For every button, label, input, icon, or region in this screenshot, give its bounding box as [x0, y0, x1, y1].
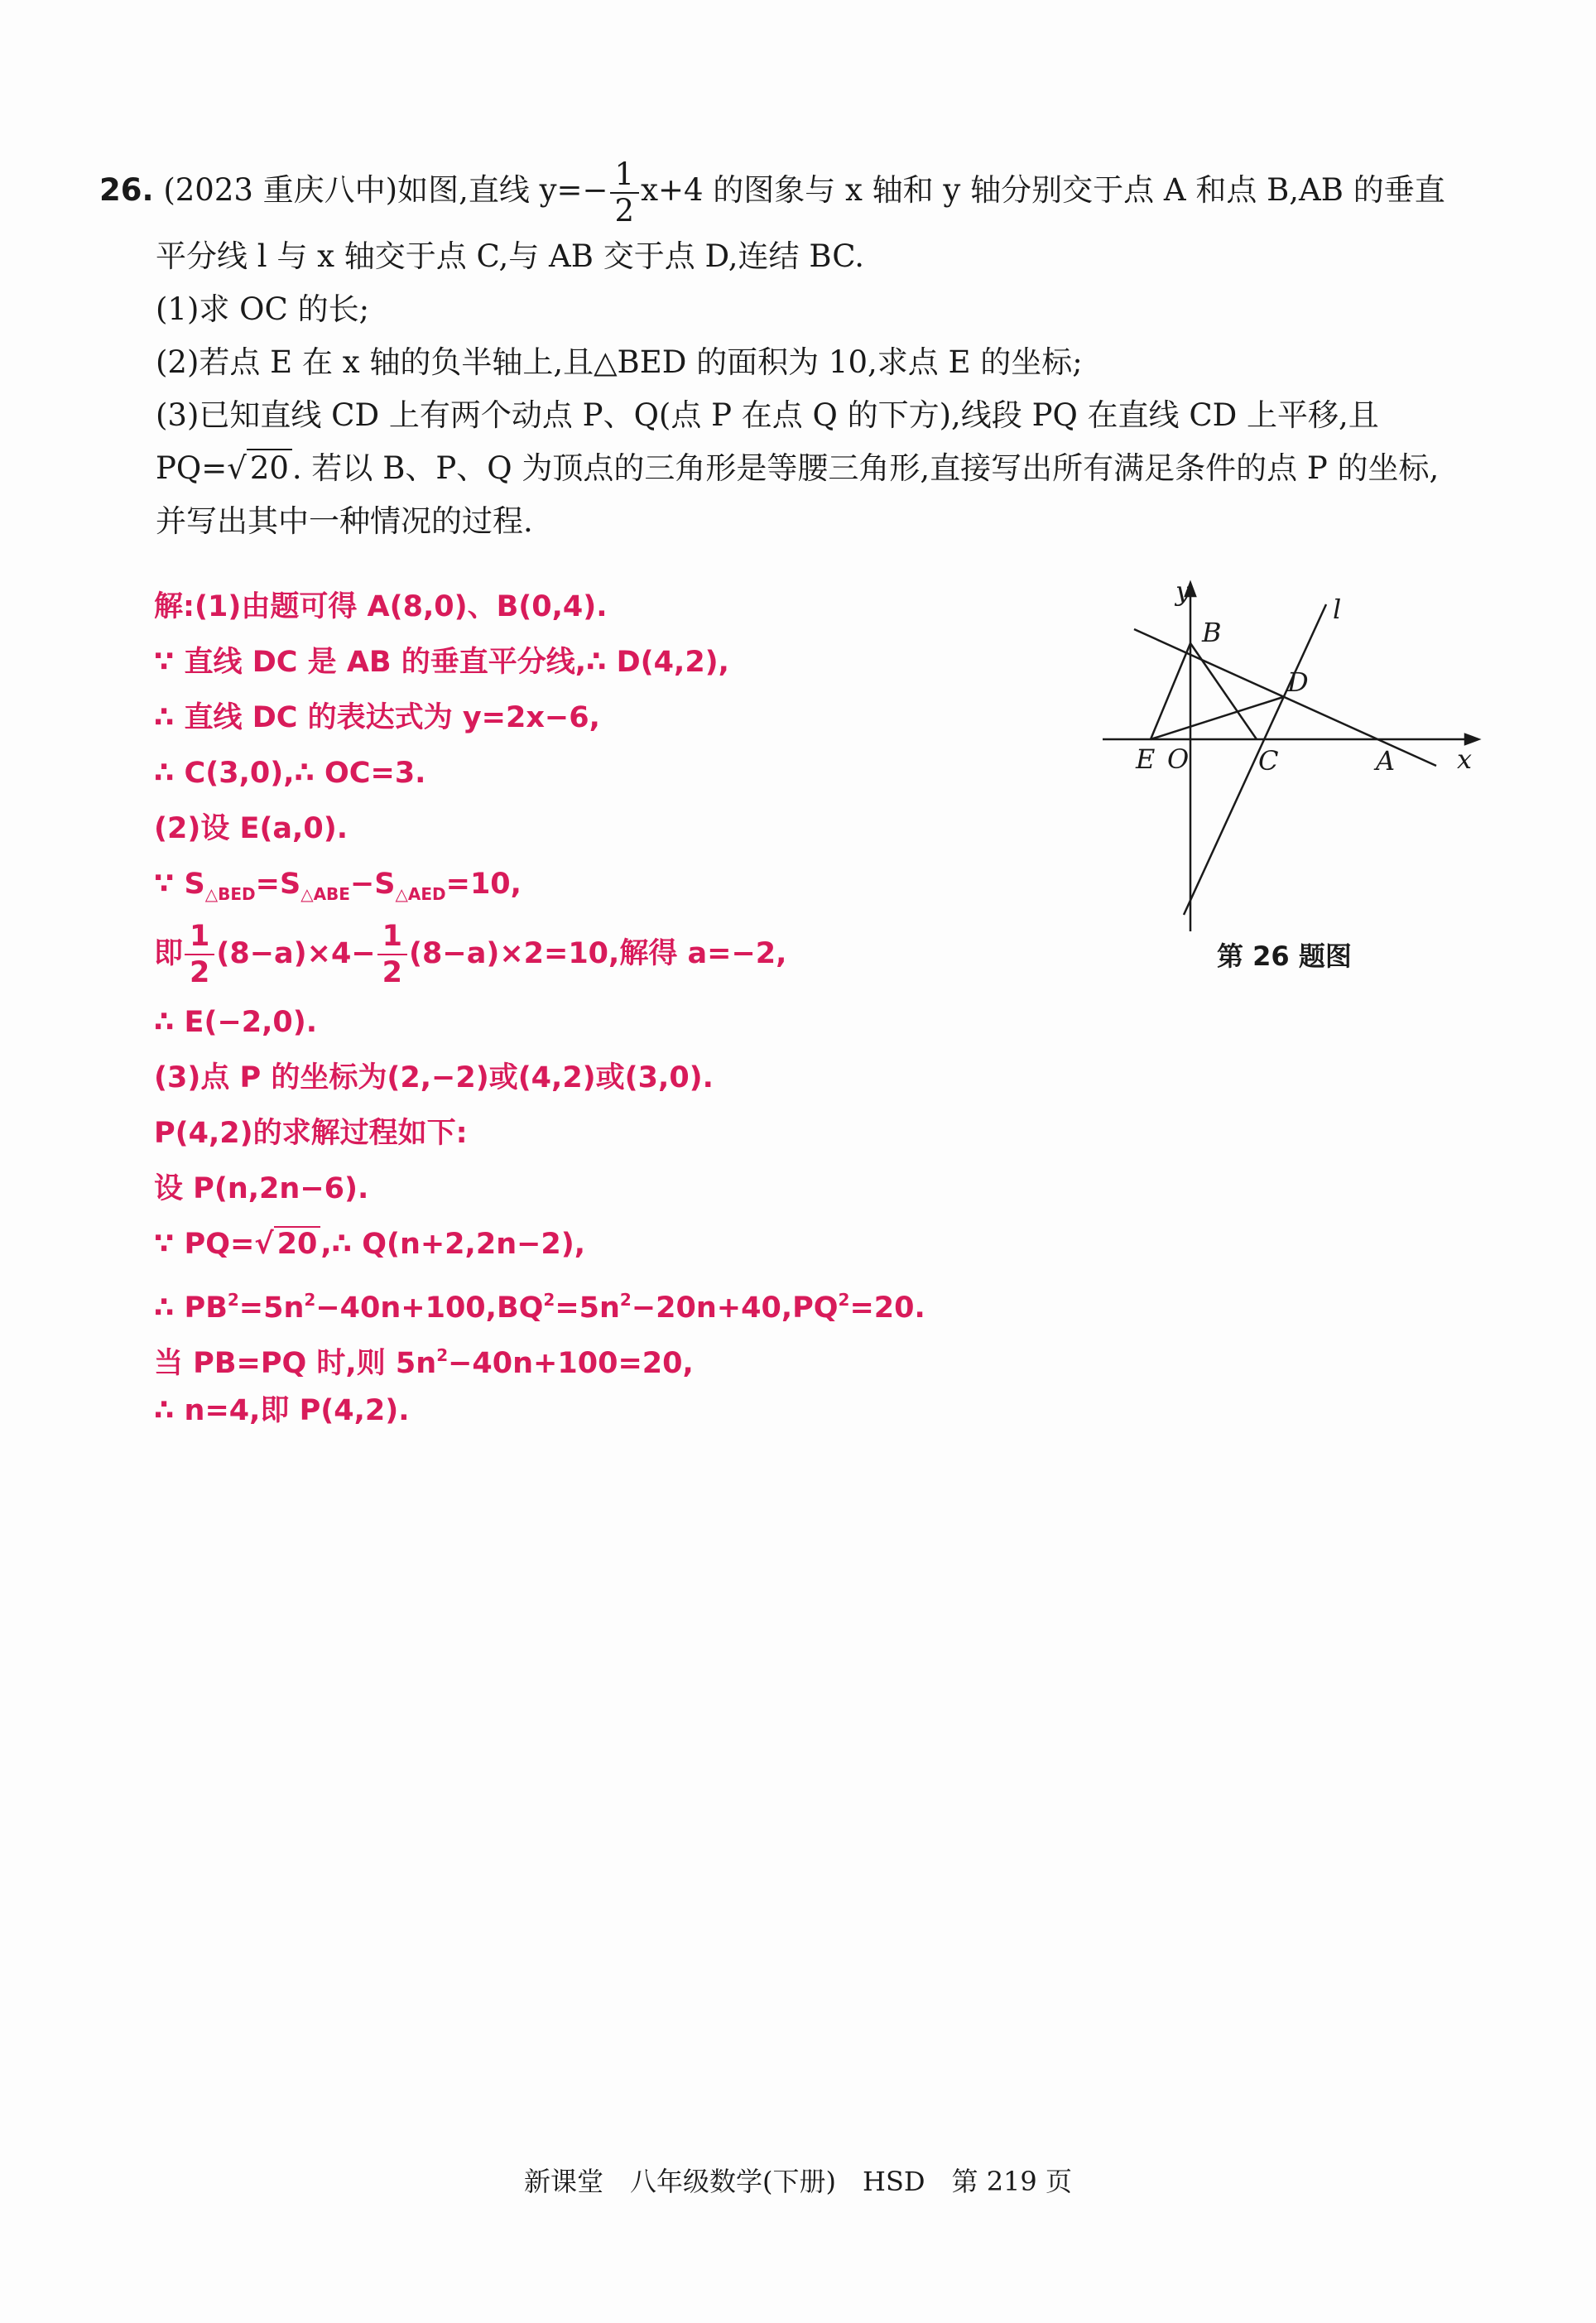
- solution-line: 解:(1)由题可得 A(8,0)、B(0,4).: [154, 590, 608, 623]
- solution: [154, 580, 1197, 1439]
- solution-text: ∵ PQ=: [154, 1228, 255, 1261]
- fraction: [377, 919, 407, 990]
- superscript: 2: [619, 1290, 632, 1310]
- superscript: 2: [436, 1345, 449, 1365]
- segment-BC: [1190, 643, 1257, 739]
- solution-line: ∴ E(−2,0).: [154, 1006, 318, 1039]
- label-D: D: [1287, 666, 1309, 698]
- label-E: E: [1136, 743, 1156, 775]
- fraction-numerator: 1: [377, 919, 407, 955]
- solution-line: ∴ n=4,即 P(4,2).: [154, 1394, 410, 1427]
- solution-line: [154, 1272, 1197, 1328]
- problem-line-1: [99, 149, 1490, 232]
- problem-statement: [99, 149, 1490, 550]
- superscript: 2: [543, 1290, 555, 1310]
- solution-line: [154, 857, 1197, 912]
- solution-text: =S: [255, 868, 301, 901]
- fraction-numerator: 1: [610, 157, 640, 194]
- subscript: △BED: [204, 884, 256, 904]
- solution-text: −40n+100=20,: [448, 1347, 694, 1380]
- label-y: y: [1175, 575, 1191, 607]
- solution-line: [154, 1217, 1197, 1272]
- sqrt-radicand: 20: [247, 449, 292, 486]
- label-O: O: [1167, 743, 1190, 775]
- question-3-line-3: 并写出其中一种情况的过程.: [156, 503, 533, 539]
- solution-line: ∴ 直线 DC 的表达式为 y=2x−6,: [154, 701, 600, 734]
- superscript: 2: [304, 1290, 316, 1310]
- segment-BE: [1151, 643, 1190, 739]
- fraction-denominator: 2: [382, 956, 403, 989]
- sqrt-radicand: 20: [274, 1226, 321, 1261]
- question-3-line-2: [99, 444, 1490, 497]
- question-2: (2)若点 E 在 x 轴的负半轴上,且△BED 的面积为 10,求点 E 的坐标;: [156, 344, 1083, 380]
- footer-edition: HSD: [863, 2166, 925, 2197]
- solution-text: =20.: [849, 1291, 925, 1325]
- label-C: C: [1258, 745, 1279, 777]
- solution-line: P(4,2)的求解过程如下:: [154, 1117, 468, 1150]
- segment-ED: [1151, 697, 1283, 739]
- solution-text: =10,: [445, 868, 522, 901]
- solution-text: =5n: [238, 1291, 305, 1325]
- fraction-numerator: 1: [185, 919, 214, 955]
- solution-line: [154, 912, 1197, 995]
- solution-text: (8−a)×2=10,解得 a=−2,: [409, 937, 787, 970]
- solution-line: ∵ 直线 DC 是 AB 的垂直平分线,∴ D(4,2),: [154, 646, 729, 679]
- figure-caption: 第 26 题图: [1217, 940, 1352, 972]
- solution-text: ∵ S: [154, 868, 205, 901]
- problem-text: PQ=: [156, 450, 228, 486]
- problem-text: . 若以 B、P、Q 为顶点的三角形是等腰三角形,直接写出所有满足条件的点 P 的坐标,: [291, 450, 1440, 486]
- footer-page-number: 第 219 页: [951, 2166, 1072, 2197]
- label-l: l: [1333, 594, 1342, 625]
- superscript: 2: [838, 1290, 850, 1310]
- problem-text: 如图,直线 y=−: [397, 172, 608, 208]
- solution-text: −20n+40,PQ: [631, 1291, 839, 1325]
- solution-text: ,∴ Q(n+2,2n−2),: [320, 1228, 586, 1261]
- page-footer: [0, 2161, 1596, 2199]
- subscript: △ABE: [300, 884, 350, 904]
- solution-line: 设 P(n,2n−6).: [154, 1172, 369, 1205]
- question-number: 26.: [99, 172, 154, 208]
- label-A: A: [1376, 745, 1396, 777]
- footer-publisher: 新课堂: [524, 2166, 604, 2197]
- solution-text: ∴ PB: [154, 1291, 228, 1325]
- superscript: 2: [227, 1290, 239, 1310]
- solution-line: ∴ C(3,0),∴ OC=3.: [154, 757, 426, 790]
- fraction-one-half: [610, 157, 640, 228]
- fraction-denominator: 2: [190, 956, 210, 989]
- geometry-figure: [1101, 571, 1490, 952]
- problem-text: x+4 的图象与 x 轴和 y 轴分别交于点 A 和点 B,AB 的垂直: [641, 172, 1445, 208]
- subscript: △AED: [395, 884, 446, 904]
- question-1: (1)求 OC 的长;: [156, 291, 370, 327]
- question-3-line-1: (3)已知直线 CD 上有两个动点 P、Q(点 P 在点 Q 的下方),线段 PQ 在直线 CD 上平移,且: [156, 397, 1379, 433]
- solution-text: −40n+100,BQ: [315, 1291, 544, 1325]
- label-x: x: [1457, 743, 1473, 775]
- sqrt-expression: √ 20: [227, 444, 292, 493]
- solution-text: 即: [154, 937, 184, 970]
- fraction: [185, 919, 214, 990]
- label-B: B: [1202, 617, 1222, 648]
- footer-book: 八年级数学(下册): [630, 2166, 837, 2197]
- solution-text: (8−a)×4−: [216, 937, 376, 970]
- sqrt-expression: √ 20: [254, 1217, 320, 1272]
- solution-line: (2)设 E(a,0).: [154, 812, 348, 845]
- solution-text: −S: [349, 868, 396, 901]
- problem-source: (2023 重庆八中): [163, 172, 398, 208]
- line-l: [1184, 604, 1326, 915]
- solution-line: (3)点 P 的坐标为(2,−2)或(4,2)或(3,0).: [154, 1061, 714, 1094]
- problem-line-2: 平分线 l 与 x 轴交于点 C,与 AB 交于点 D,连结 BC.: [156, 238, 864, 274]
- solution-text: =5n: [555, 1291, 620, 1325]
- solution-line: [154, 1328, 1197, 1383]
- fraction-denominator: 2: [614, 192, 635, 228]
- solution-text: 当 PB=PQ 时,则 5n: [154, 1347, 437, 1380]
